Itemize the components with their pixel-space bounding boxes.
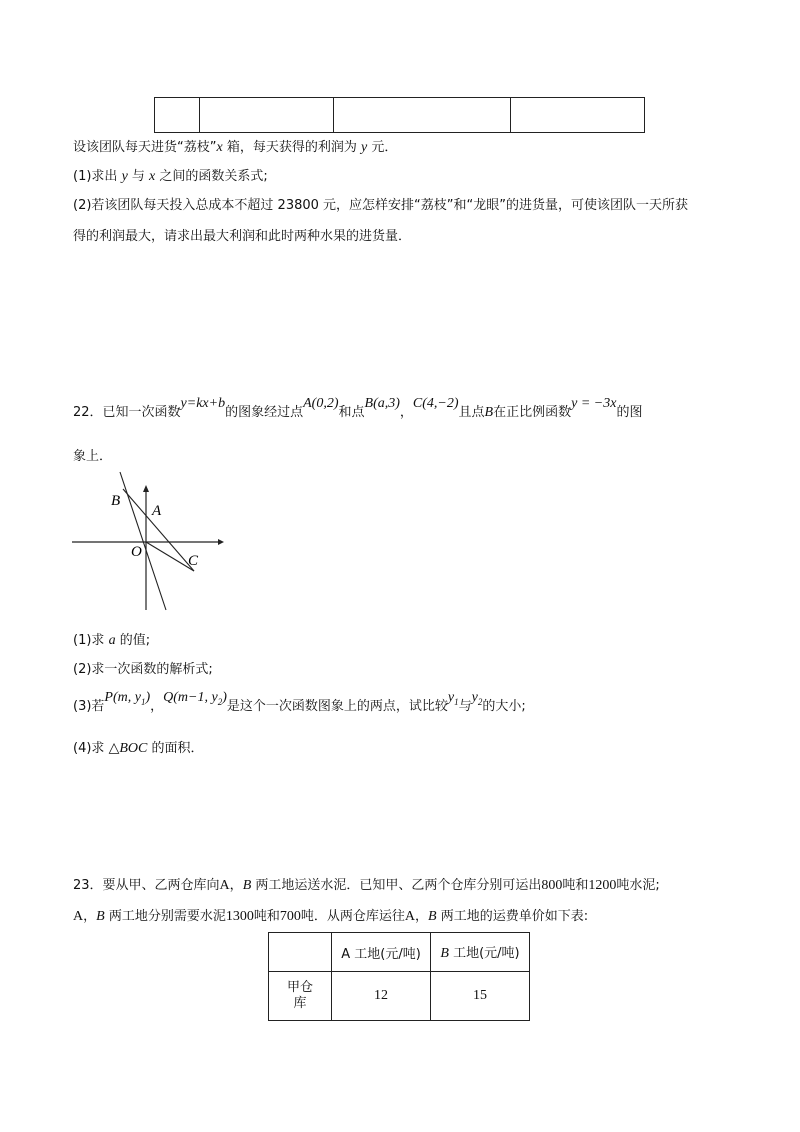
freight-cost-table [268, 932, 530, 1021]
fruit-table-bottom-row [154, 97, 645, 133]
cost-jia-to-a: 12 [332, 972, 431, 1021]
q22-stem-line2: 象上． [73, 449, 113, 464]
q21-part2-line2: 得的利润最大，请求出最大利润和此时两种水果的进货量． [73, 229, 412, 244]
header-site-a: A 工地(元/吨) [332, 933, 431, 972]
label-B: B [111, 493, 121, 509]
table-cell [155, 98, 200, 132]
table-cell [511, 98, 644, 132]
q23-stem-line1: 23．要从甲、乙两仓库向A，B 两工地运送水泥．已知甲、乙两个仓库分别可运出800吨和1200吨水泥; [73, 878, 660, 893]
table-cell [200, 98, 334, 132]
row-label-warehouse-jia: 甲仓 库 [269, 972, 332, 1021]
label-O: O [131, 544, 142, 560]
table-cell [334, 98, 511, 132]
q21-intro: 设该团队每天进货“荔枝”x 箱，每天获得的利润为 y 元． [73, 140, 398, 155]
y-axis-arrow-icon [143, 485, 149, 492]
q22-part4: (4)求 △BOC 的面积． [73, 741, 204, 756]
header-site-b: B 工地(元/吨) [431, 933, 530, 972]
cost-jia-to-b: 15 [431, 972, 530, 1021]
q22-stem-line1: 22．已知一次函数y=kx+b的图象经过点A(0,2)和点B(a,3)，C(4,−2)且点B在正比例函数y = −3x的图 [73, 396, 643, 420]
q22-part2: (2)求一次函数的解析式; [73, 662, 213, 677]
q21-part1: (1)求出 y 与 x 之间的函数关系式; [73, 169, 268, 184]
q22-part1: (1)求 a 的值; [73, 633, 151, 648]
label-A: A [152, 503, 162, 519]
table-row [269, 972, 530, 1021]
segment-OC [146, 542, 194, 571]
table-corner-cell [269, 933, 332, 972]
table-row [269, 933, 530, 972]
q23-stem-line2: A，B 两工地分别需要水泥1300吨和700吨．从两仓库运往A，B 两工地的运费单价如下表: [73, 909, 589, 924]
q22-part3: (3)若P(m, $y_1$)，Q(m−1, $y_2$)是这个一次函数图象上的两点，试比较$y_1$与$y_2$的大小; [73, 690, 526, 714]
q22-graph-figure [68, 470, 228, 615]
label-C: C [188, 553, 199, 569]
x-axis-arrow-icon [218, 539, 224, 545]
q21-part2-line1: (2)若该团队每天投入总成本不超过 23800 元，应怎样安排“荔枝”和“龙眼”的进货量，可使该团队一天所获 [73, 198, 688, 213]
